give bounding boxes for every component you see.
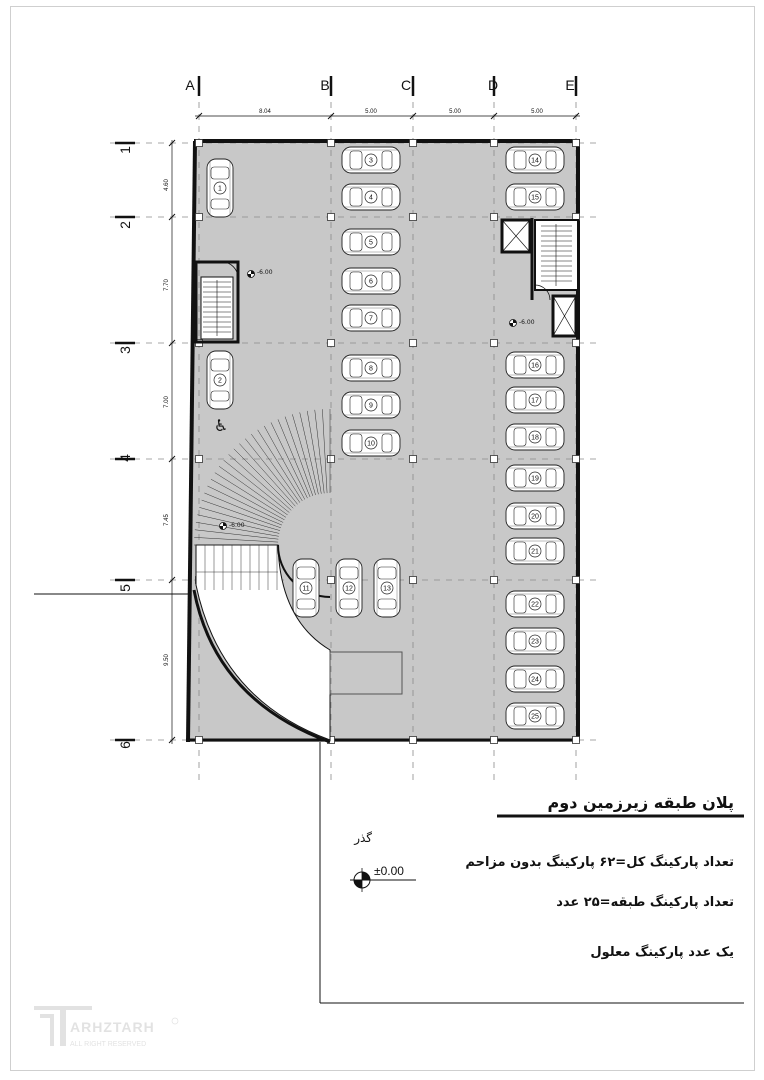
- parking-space-number: 20: [531, 513, 539, 521]
- column-4-3: [491, 340, 498, 347]
- parking-space-number: 21: [531, 548, 539, 556]
- parking-space-number: 17: [531, 397, 539, 405]
- column-1-1: [196, 140, 203, 147]
- parking-space-13: [374, 559, 400, 617]
- parking-space-number: 22: [531, 601, 539, 609]
- east-stair-box: [535, 220, 578, 290]
- parking-space-10: [342, 430, 400, 456]
- dim-3-4: 7.00: [164, 396, 170, 408]
- parking-space-25: [506, 703, 564, 729]
- parking-space-16: [506, 352, 564, 378]
- accessible-parking-icon: ♿: [213, 416, 229, 435]
- grid-label-c: C: [400, 77, 412, 93]
- column-4-4: [491, 456, 498, 463]
- parking-space-6: [342, 268, 400, 294]
- dim-a-b: 8.04: [259, 109, 271, 115]
- column-3-1: [410, 140, 417, 147]
- parking-space-24: [506, 666, 564, 692]
- column-4-1: [491, 140, 498, 147]
- parking-space-21: [506, 538, 564, 564]
- parking-space-number: 3: [369, 157, 373, 165]
- parking-space-number: 2: [218, 377, 222, 385]
- grid-label-3: 3: [117, 346, 133, 354]
- parking-space-1: [207, 159, 233, 217]
- parking-space-4: [342, 184, 400, 210]
- parking-space-8: [342, 355, 400, 381]
- dim-1-2: 4.60: [164, 179, 170, 191]
- parking-space-3: [342, 147, 400, 173]
- parking-space-number: 10: [367, 440, 375, 448]
- parking-space-12: [336, 559, 362, 617]
- parking-space-number: 6: [369, 278, 373, 286]
- column-2-4: [328, 456, 335, 463]
- dim-2-3: 7.70: [164, 279, 170, 291]
- parking-space-14: [506, 147, 564, 173]
- column-4-5: [491, 577, 498, 584]
- parking-space-number: 9: [369, 402, 373, 410]
- parking-space-number: 14: [531, 157, 539, 165]
- parking-space-2: [207, 351, 233, 409]
- grid-label-1: 1: [117, 146, 133, 154]
- parking-space-number: 1: [218, 185, 222, 193]
- parking-space-15: [506, 184, 564, 210]
- column-1-2: [196, 214, 203, 221]
- parking-space-number: 25: [531, 713, 539, 721]
- column-3-5: [410, 577, 417, 584]
- column-1-4: [196, 456, 203, 463]
- column-5-3: [573, 340, 580, 347]
- parking-space-number: 18: [531, 434, 539, 442]
- grid-label-6: 6: [117, 741, 133, 749]
- parking-space-number: 7: [369, 315, 373, 323]
- column-5-4: [573, 456, 580, 463]
- parking-space-number: 12: [345, 585, 353, 593]
- parking-space-5: [342, 229, 400, 255]
- column-3-4: [410, 456, 417, 463]
- parking-space-number: 19: [531, 475, 539, 483]
- column-2-1: [328, 140, 335, 147]
- parking-space-17: [506, 387, 564, 413]
- legend-line-2: تعداد پارکینگ طبقه=۲۵ عدد: [556, 895, 734, 910]
- grid-label-e: E: [565, 77, 575, 93]
- grid-label-2: 2: [117, 221, 133, 229]
- column-5-5: [573, 577, 580, 584]
- legend-line-1: تعداد پارکینگ کل=۶۲ پارکینگ بدون مزاحم: [465, 855, 734, 870]
- column-4-6: [491, 737, 498, 744]
- parking-space-11: [293, 559, 319, 617]
- parking-space-number: 11: [302, 585, 310, 593]
- parking-space-number: 24: [531, 676, 539, 684]
- column-3-3: [410, 340, 417, 347]
- dim-c-d: 5.00: [449, 109, 461, 115]
- column-4-2: [491, 214, 498, 221]
- parking-space-number: 13: [383, 585, 391, 593]
- parking-space-20: [506, 503, 564, 529]
- svg-text:-6.00: -6.00: [229, 522, 245, 529]
- svg-text:-6.00: -6.00: [519, 319, 535, 326]
- dim-4-5: 7.45: [164, 514, 170, 526]
- level-marker-2: [510, 319, 535, 327]
- parking-space-number: 8: [369, 365, 373, 373]
- column-2-2: [328, 214, 335, 221]
- grid-label-4: 4: [117, 454, 133, 462]
- column-labels: [185, 77, 574, 93]
- parking-space-7: [342, 305, 400, 331]
- grid-label-a: A: [185, 77, 195, 93]
- parking-space-22: [506, 591, 564, 617]
- column-3-2: [410, 214, 417, 221]
- parking-space-9: [342, 392, 400, 418]
- svg-text:-6.00: -6.00: [257, 269, 273, 276]
- row-dimensions: [164, 179, 170, 666]
- column-5-1: [573, 140, 580, 147]
- legend: [465, 793, 744, 960]
- column-2-5: [328, 577, 335, 584]
- parking-space-number: 4: [369, 194, 373, 202]
- column-2-3: [328, 340, 335, 347]
- parking-space-number: 16: [531, 362, 539, 370]
- parking-space-18: [506, 424, 564, 450]
- parking-space-19: [506, 465, 564, 491]
- dim-b-c: 5.00: [365, 109, 377, 115]
- legend-line-3: یک عدد پارکینگ معلول: [590, 945, 734, 960]
- watermark-sub: ALL RIGHT RESERVED: [70, 1041, 147, 1048]
- column-3-6: [410, 737, 417, 744]
- row-labels: [117, 146, 133, 749]
- column-1-6: [196, 737, 203, 744]
- watermark-logo: [34, 1006, 178, 1048]
- grid-label-b: B: [320, 77, 330, 93]
- parking-space-number: 15: [531, 194, 539, 202]
- parking-space-23: [506, 628, 564, 654]
- watermark-brand: ARHZTARH: [70, 1019, 155, 1035]
- level-marker-3: [220, 522, 245, 530]
- dim-5-6: 9.50: [164, 654, 170, 666]
- dim-d-e: 5.00: [531, 109, 543, 115]
- ground-level-value: ±0.00: [374, 864, 404, 878]
- parking-space-number: 23: [531, 638, 539, 646]
- column-5-6: [573, 737, 580, 744]
- ground-level-marker: [350, 831, 416, 892]
- grid-label-5: 5: [117, 584, 133, 592]
- column-dimensions: [259, 109, 543, 115]
- grid-label-d: D: [487, 77, 499, 93]
- ground-level-label: گذر: [354, 831, 372, 845]
- plan-title: پلان طبقه زیرزمین دوم: [547, 793, 734, 812]
- parking-space-number: 5: [369, 239, 373, 247]
